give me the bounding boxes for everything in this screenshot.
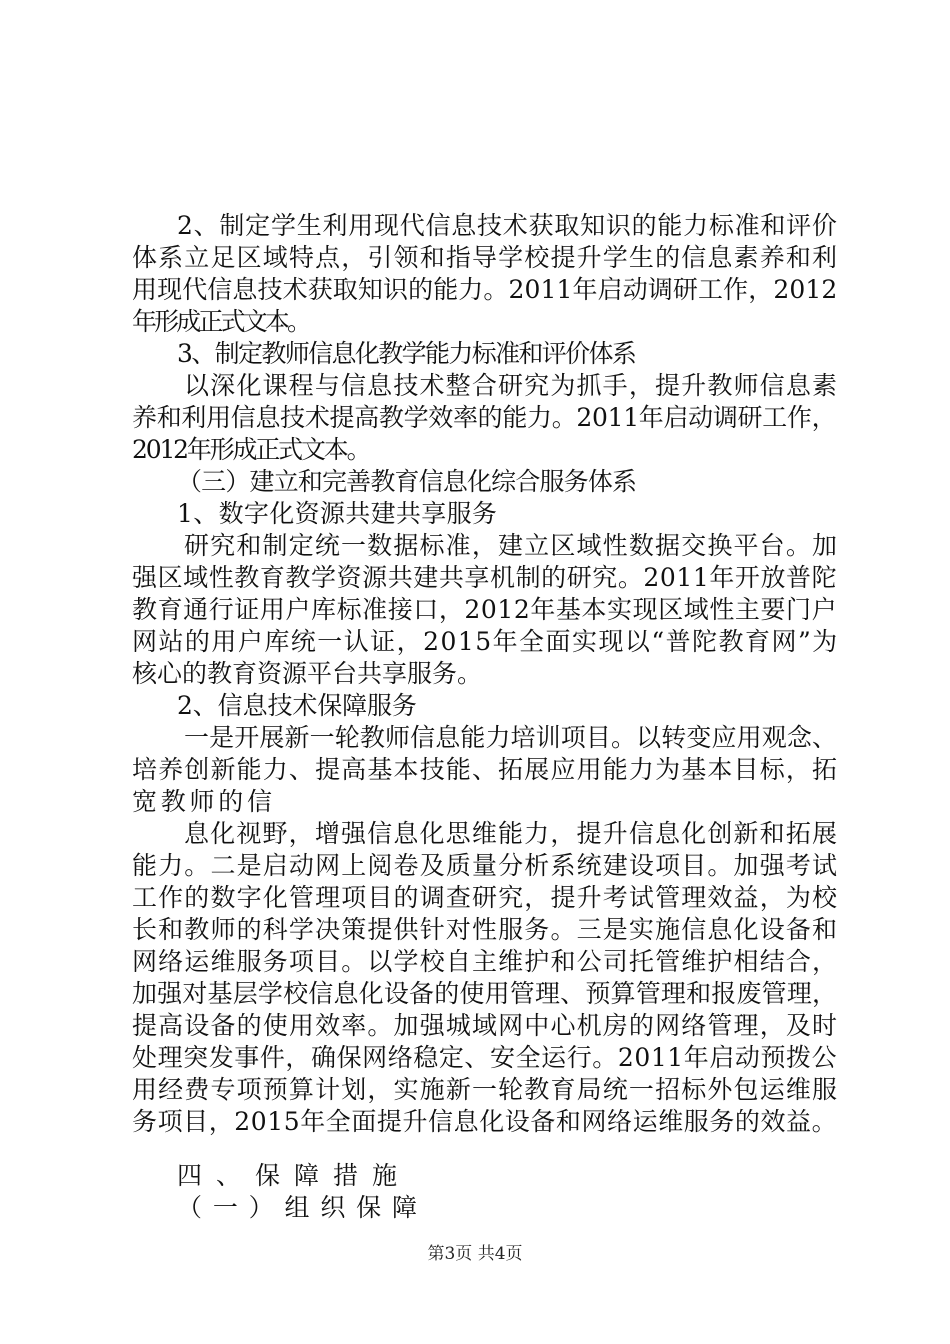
text-line: 四、保障措施 — [177, 1161, 412, 1190]
text-line: 核心的教育资源平台共享服务。 — [132, 659, 483, 688]
text-line: 年形成正式文本。 — [132, 307, 310, 336]
text-line: 宽教师的信 — [132, 787, 276, 816]
page-footer: 第3页 共4页 — [427, 1244, 523, 1264]
text-line: 处理突发事件，确保网络稳定、安全运行。2011年启动预拨公 — [132, 1043, 838, 1072]
text-line: 体系立足区域特点，引领和指导学校提升学生的信息素养和利 — [132, 243, 839, 272]
text-line: 强区域性教育教学资源共建共享机制的研究。2011年开放普陀 — [132, 563, 838, 592]
text-line: 一是开展新一轮教师信息能力培训项目。以转变应用观念、 — [184, 723, 838, 752]
text-line: （三）建立和完善教育信息化综合服务体系 — [177, 467, 637, 496]
text-line: 能力。二是启动网上阅卷及质量分析系统建设项目。加强考试 — [132, 851, 839, 880]
text-line: 2012年形成正式文本。 — [132, 435, 370, 464]
text-line: 研究和制定统一数据标准，建立区域性数据交换平台。加 — [184, 531, 839, 560]
text-line: 2、信息技术保障服务 — [177, 691, 417, 720]
text-line: 务项目，2015年全面提升信息化设备和网络运维服务的效益。 — [132, 1107, 838, 1136]
text-line: 培养创新能力、提高基本技能、拓展应用能力为基本目标，拓 — [132, 755, 839, 784]
text-line: 加强对基层学校信息化设备的使用管理、预算管理和报废管理， — [132, 979, 838, 1008]
text-line: 长和教师的科学决策提供针对性服务。三是实施信息化设备和 — [132, 915, 839, 944]
text-line: 教育通行证用户库标准接口，2012年基本实现区域性主要门户 — [132, 595, 838, 624]
text-line: 息化视野，增强信息化思维能力，提升信息化创新和拓展 — [184, 819, 839, 848]
text-line: 网络运维服务项目。以学校自主维护和公司托管维护相结合， — [132, 947, 839, 976]
text-line: 工作的数字化管理项目的调查研究，提升考试管理效益，为校 — [132, 883, 839, 912]
text-line: 用经费专项预算计划，实施新一轮教育局统一招标外包运维服 — [132, 1075, 839, 1104]
text-line: 以深化课程与信息技术整合研究为抓手，提升教师信息素 — [184, 371, 839, 400]
text-line: 养和利用信息技术提高教学效率的能力。2011年启动调研工作， — [132, 403, 837, 432]
text-line: 提高设备的使用效率。加强城域网中心机房的网络管理，及时 — [132, 1011, 839, 1040]
text-line: 3、制定教师信息化教学能力标准和评价体系 — [177, 339, 636, 368]
text-line: 网站的用户库统一认证，2015年全面实现以“普陀教育网”为 — [132, 627, 839, 656]
text-line: 用现代信息技术获取知识的能力。2011年启动调研工作，2012 — [132, 275, 838, 304]
text-line: 1、数字化资源共建共享服务 — [177, 499, 498, 528]
text-line: 2、制定学生利用现代信息技术获取知识的能力标准和评价 — [177, 211, 838, 240]
text-line: （一）组织保障 — [177, 1193, 428, 1222]
